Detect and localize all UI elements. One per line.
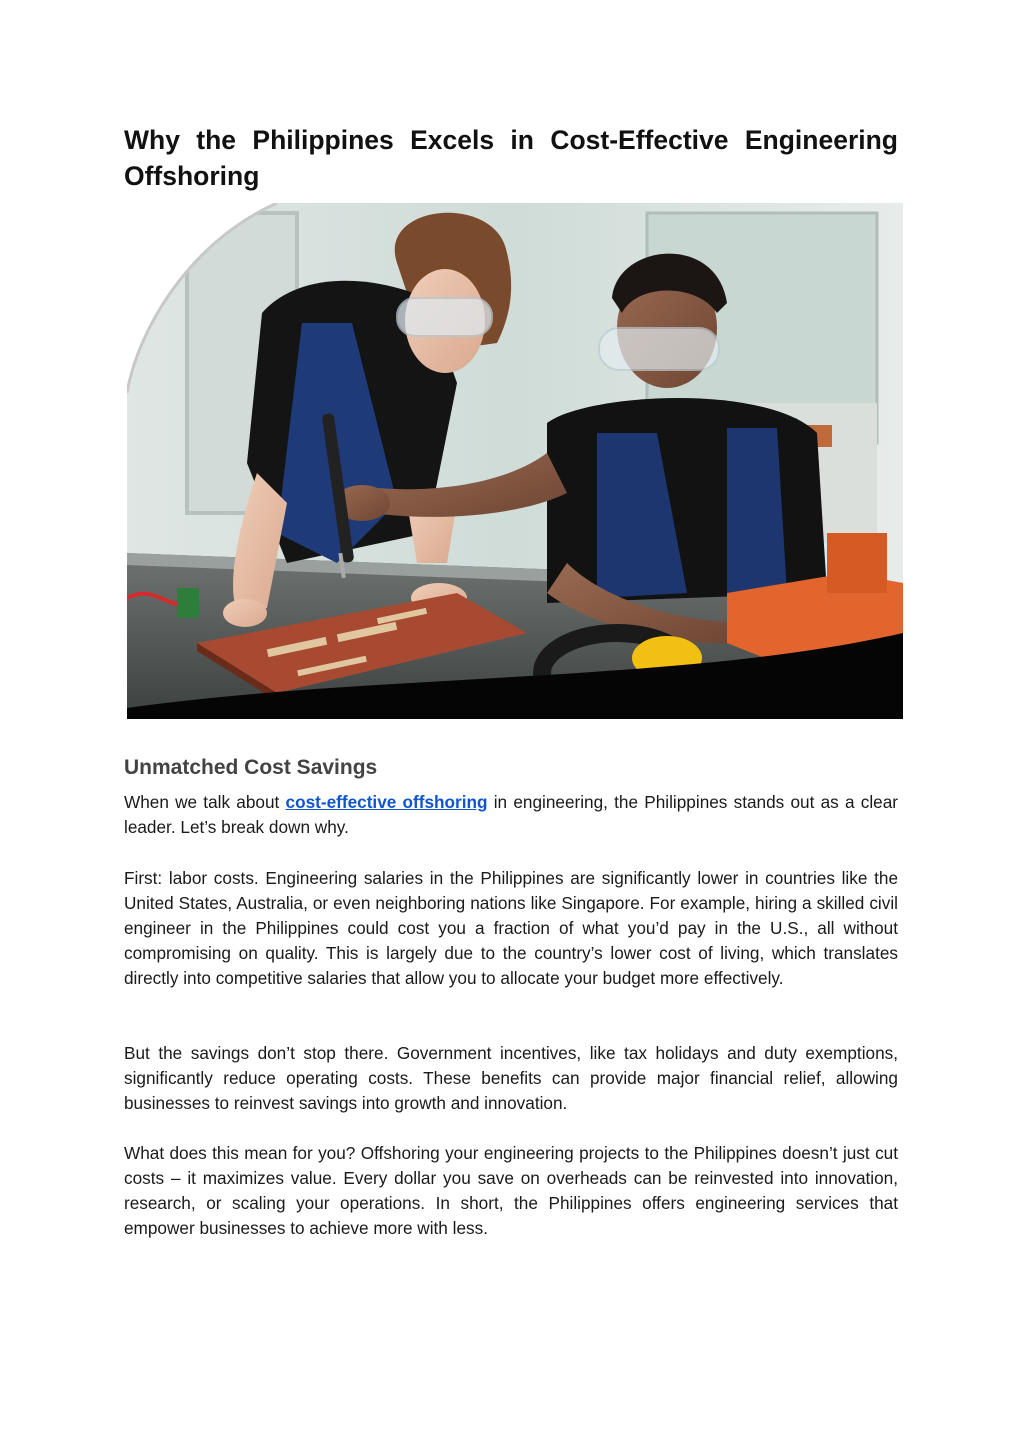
page-title: Why the Philippines Excels in Cost-Effective Engineering Offshoring	[124, 125, 898, 191]
hero-image	[127, 203, 903, 719]
paragraph-incentives: But the savings don’t stop there. Government incentives, like tax holidays and duty exemptions, significantly reduce operating costs. These benefits can provide major financial relief, allowing businesses to reinvest savings into growth and innovation.	[124, 1043, 898, 1113]
paragraph-intro-after: in engineering, the Philippines stands out as a clear leader. Let’s break down why.	[124, 792, 899, 837]
cost-effective-offshoring-link[interactable]: cost-effective offshoring	[285, 792, 488, 812]
section-heading: Unmatched Cost Savings	[124, 756, 378, 779]
paragraph-intro	[124, 790, 898, 840]
paragraph-intro-before: When we talk about	[124, 792, 286, 812]
engineers-soldering-circuit-board-image	[127, 203, 903, 719]
paragraph-value: What does this mean for you? Offshoring your engineering projects to the Philippines doesn’t just cut costs – it maximizes value. Every dollar you save on overheads can be reinvested into innovation, research, or scaling your operations. In short, the Philippines offers engineering services that empower businesses to achieve more with less.	[124, 1143, 898, 1238]
paragraph-labor-costs: First: labor costs. Engineering salaries in the Philippines are significantly lower in countries like the United States, Australia, or even neighboring nations like Singapore. For example, hiring a skilled civil engineer in the Philippines could cost you a fraction of what you’d pay in the U.S., all without compromising on quality. This is largely due to the country’s lower cost of living, which translates directly into competitive salaries that allow you to allocate your budget more effectively.	[124, 868, 898, 988]
